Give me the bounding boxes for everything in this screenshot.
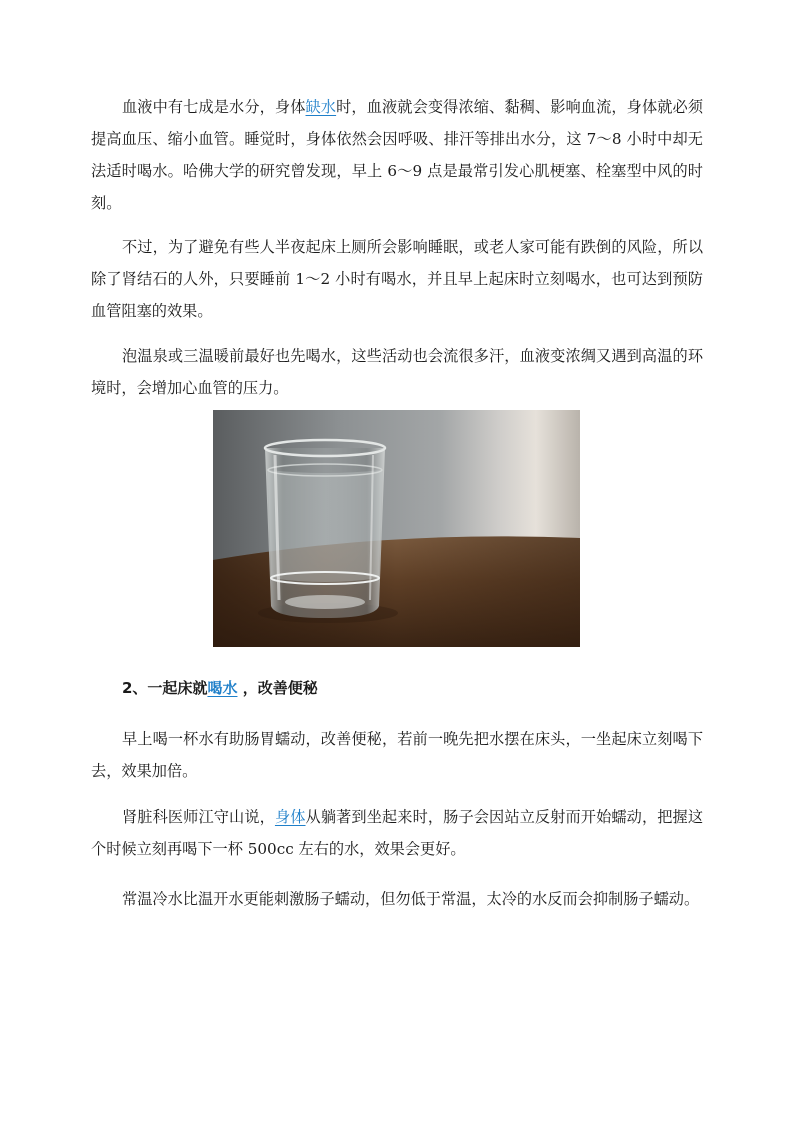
paragraph-blood-water (91, 91, 703, 219)
heading-text: 2、一起床就 (122, 679, 208, 697)
paragraph-text: 时，血液就会变得浓缩、黏稠、影响血流，身体就必须提高血压、缩小血管。睡觉时，身体依然会因呼吸、排汗等排出水分，这 7～8 小时中却无法适时喝水。哈佛大学的研究曾发现，早上 6～9 点是最常引发心肌梗塞、栓塞型中风的时刻。 (91, 98, 704, 212)
glass-of-water-photo (213, 410, 580, 647)
link-drink-water[interactable]: 喝水 (207, 679, 238, 697)
paragraph-text: 肾脏科医师江守山说， (122, 808, 275, 826)
paragraph-text: 血液中有七成是水分，身体 (122, 98, 306, 116)
paragraph-night-drinking: 不过，为了避免有些人半夜起床上厕所会影响睡眠，或老人家可能有跌倒的风险，所以除了肾结石的人外，只要睡前 1～2 小时有喝水，并且早上起床时立刻喝水，也可达到预防血管阻塞的效果。 (91, 238, 703, 320)
heading-text: ，改善便秘 (237, 679, 318, 697)
section-heading-drink-water-morning (122, 673, 318, 703)
paragraph-doctor-advice (91, 801, 703, 865)
link-body[interactable]: 身体 (274, 808, 306, 826)
paragraph-morning-water: 早上喝一杯水有助肠胃蠕动，改善便秘，若前一晚先把水摆在床头，一坐起床立刻喝下去，效果加倍。 (91, 730, 703, 780)
link-dehydration[interactable]: 缺水 (305, 98, 337, 116)
paragraph-hot-spring: 泡温泉或三温暖前最好也先喝水，这些活动也会流很多汗，血液变浓绸又遇到高温的环境时，会增加心血管的压力。 (91, 347, 703, 397)
paragraph-cold-water: 常温冷水比温开水更能刺激肠子蠕动，但勿低于常温，太冷的水反而会抑制肠子蠕动。 (122, 890, 700, 908)
paragraph-text: 从躺著到坐起来时，肠子会因站立反射而开始蠕动，把握这个时候立刻再喝下一杯 500cc 左右的水，效果会更好。 (91, 808, 704, 858)
